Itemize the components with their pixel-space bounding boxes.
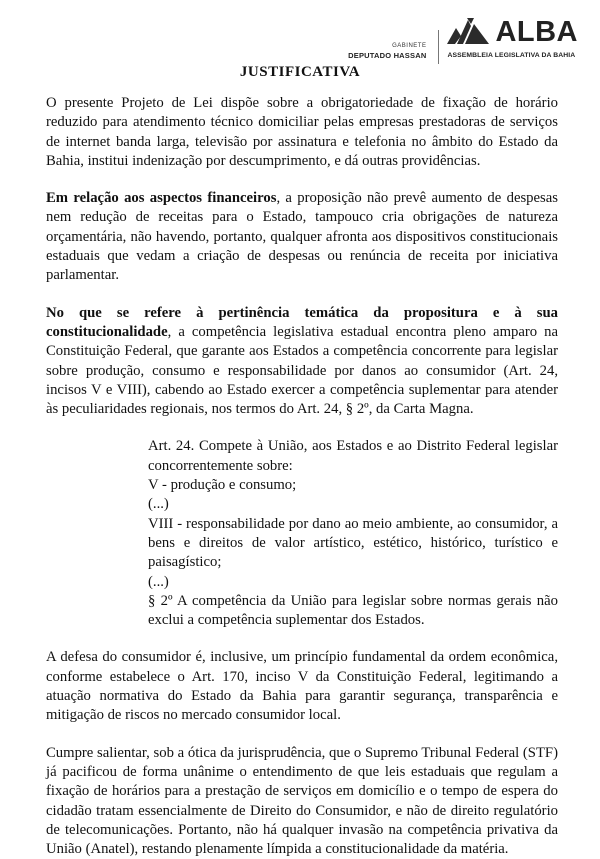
- gabinete-name: DEPUTADO HASSAN: [348, 51, 427, 60]
- alba-logo-block: [447, 14, 578, 59]
- page-title: JUSTIFICATIVA: [239, 64, 361, 80]
- quote-line: Art. 24. Compete à União, aos Estados e ao Distrito Federal legislar concorrentemente sobre:: [148, 438, 558, 474]
- quote-line: § 2º A competência da União para legislar sobre normas gerais não exclui a competência suplementar dos Estados.: [148, 592, 558, 629]
- paragraph-consumer-defense: A defesa do consumidor é, inclusive, um princípio fundamental da ordem econômica, conforme estabelece o Art. 170, inciso V da Constituição Federal, legitimando a atuação normativa do Estado da Bahia para garantir segurança, transparência e mitigação de riscos no mercado consumidor local.: [46, 649, 558, 724]
- gabinete-block: [348, 14, 426, 60]
- quote-line: V - produção e consumo;: [148, 477, 297, 494]
- constitution-quote: [148, 437, 558, 630]
- financial-heading: Em relação aos aspectos financeiros: [46, 190, 277, 207]
- paragraph-jurisprudence: Cumpre salientar, sob a ótica da jurisprudência, que o Supremo Tribunal Federal (STF) já pacificou de forma unânime o entendimento de que leis estaduais que regulam a fixação de horários para a prestação de serviços em domicílio e o tempo de espera do cidadão tratam essencialmente de Direito do Consumidor, e não de direito regulatório de telecomunicações. Portanto, não há qualquer invasão na competência privativa da União (Anatel), restando plenamente límpida a constitucionalidade da matéria.: [46, 744, 558, 858]
- document-body: [46, 94, 558, 859]
- financial-text: , a proposição não prevê aumento de despesas nem redução de receitas para o Estado, tampouco cria obrigações de natureza orçamentária, não havendo, portanto, qualquer afronta aos dispositivos constitucionais estaduais que vedam a criação de despesas ou renúncia de receita por iniciativa parlamentar.: [46, 190, 558, 284]
- constitutional-text: , a competência legislativa estadual encontra pleno amparo na Constituição Federal, que garante aos Estados a competência concorrente para legislar sobre produção, consumo e responsabilidade por danos ao consumidor (Art. 24, incisos V e VIII), cabendo ao Estado exercer a competência suplementar para atender às peculiaridades regionais, nos termos do Art. 24, § 2º, da Carta Magna.: [46, 323, 558, 418]
- alba-logo-text: ALBA: [495, 15, 578, 48]
- quote-line: (...): [148, 496, 169, 513]
- constitutional-heading: No que se refere à pertinência temática da propositura e à sua constitucionalidade: [46, 304, 558, 340]
- paragraph-financial: [46, 189, 558, 285]
- paragraph-intro: O presente Projeto de Lei dispõe sobre a obrigatoriedade de fixação de horário reduzido para atendimento técnico domiciliar pelas empresas prestadoras de serviços de internet banda larga, televisão por assinatura e telefonia no âmbito do Estado da Bahia, institui indenização por descumprimento, e dá outras providências.: [46, 95, 558, 169]
- header-divider: [438, 30, 439, 64]
- document-header: [348, 14, 578, 62]
- alba-logo-icon: [447, 14, 489, 49]
- quote-line: VIII - responsabilidade por dano ao meio ambiente, ao consumidor, a bens e direitos de valor artístico, estético, histórico, turístico e paisagístico;: [148, 515, 558, 571]
- quote-line: (...): [148, 573, 169, 590]
- gabinete-label: GABINETE: [392, 43, 427, 49]
- paragraph-constitutional: [46, 304, 558, 420]
- alba-logo-subtitle: ASSEMBLEIA LEGISLATIVA DA BAHIA: [447, 52, 576, 59]
